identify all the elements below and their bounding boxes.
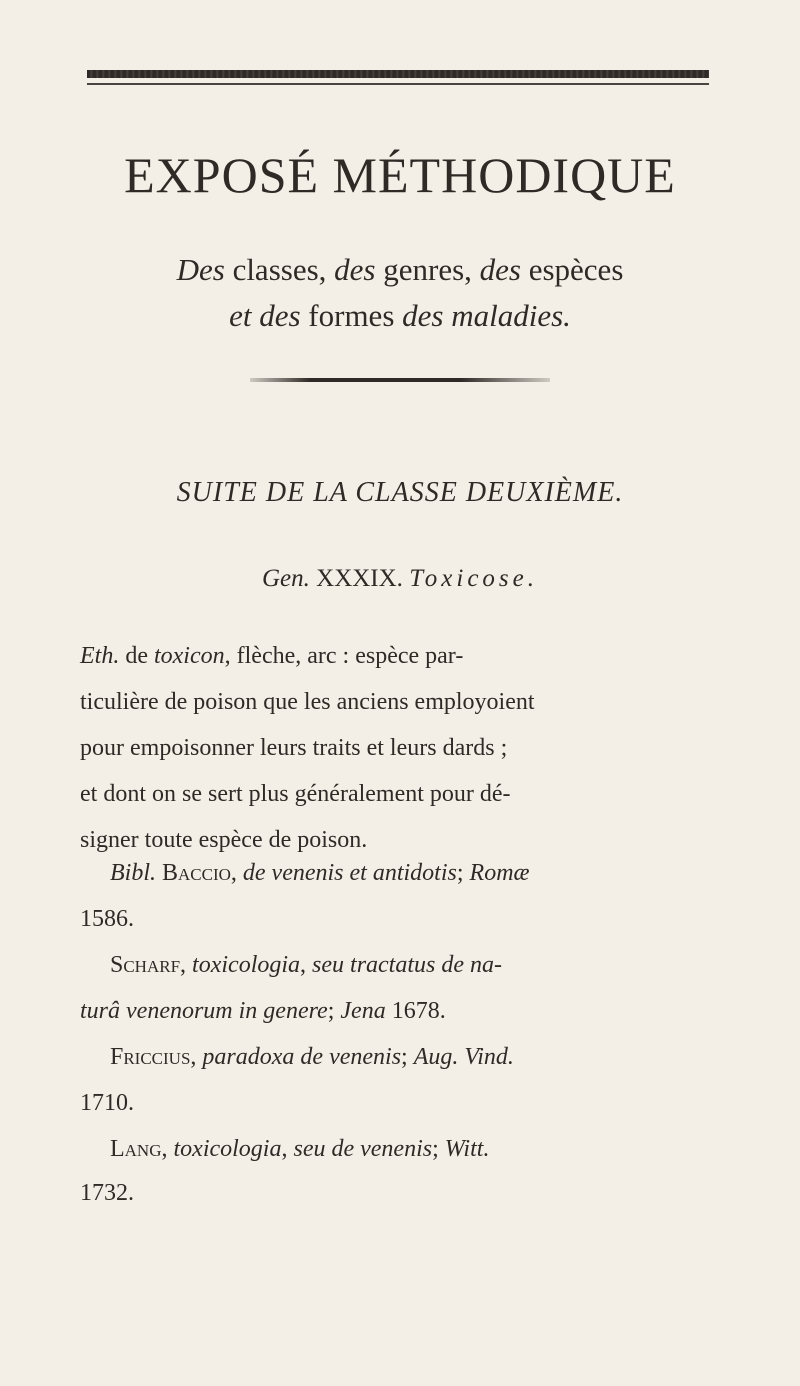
text-run: ; xyxy=(432,1136,445,1162)
text-run: de venenis et antidotis xyxy=(242,860,457,886)
text-run: , xyxy=(300,952,313,978)
genus-name: Toxicose. xyxy=(409,565,539,592)
text-run: Romæ xyxy=(469,860,530,886)
text-run: 1586. xyxy=(80,906,134,932)
text-run: seu tractatus de na- xyxy=(312,952,503,978)
text-run: , xyxy=(190,1044,203,1070)
text-run: Jena xyxy=(340,998,386,1024)
text-run: , xyxy=(180,952,193,978)
definition-paragraph xyxy=(80,633,730,863)
bibliography-line xyxy=(110,1126,489,1172)
text-line xyxy=(80,633,730,679)
text-line xyxy=(80,771,730,817)
genus-heading xyxy=(0,562,800,596)
text-run: ; xyxy=(401,1044,414,1070)
text-run: turâ venenorum in genere xyxy=(80,998,328,1024)
text-run: 1678. xyxy=(385,998,446,1024)
bibliography-line xyxy=(80,896,134,942)
text-run: ticulière de poison que les anciens employoient xyxy=(80,689,535,715)
text-run: , xyxy=(161,1136,174,1162)
text-run: Scharf xyxy=(110,952,181,978)
text-run: des xyxy=(479,252,521,287)
bibliography-line xyxy=(80,1170,134,1216)
text-run: 1710. xyxy=(80,1090,134,1116)
genus-prefix: Gen. xyxy=(261,565,310,592)
text-run: formes xyxy=(300,298,403,333)
bibliography-line xyxy=(80,988,446,1034)
text-run: ; xyxy=(327,998,341,1024)
text-run: signer toute espèce de poison. xyxy=(80,827,368,853)
text-run: Friccius xyxy=(110,1044,191,1070)
top-thin-rule xyxy=(87,83,709,85)
bibliography-line xyxy=(110,1034,514,1080)
text-run: espèces xyxy=(520,252,624,287)
bibliography-line xyxy=(80,1080,134,1126)
text-run: des maladies. xyxy=(402,298,571,333)
text-run: toxicologia xyxy=(173,1136,282,1162)
text-run: paradoxa de venenis xyxy=(202,1044,402,1070)
text-run: Witt. xyxy=(444,1136,490,1162)
text-run: des xyxy=(334,252,376,287)
bibliography-line xyxy=(110,942,502,988)
text-run: Baccio xyxy=(156,860,231,886)
genus-number: XXXIX. xyxy=(316,565,403,592)
section-divider-rule xyxy=(250,378,550,382)
text-run: classes, xyxy=(224,252,335,287)
text-run: , flèche, arc : espèce par- xyxy=(224,643,464,669)
section-title: SUITE DE LA CLASSE DEUXIÈME. xyxy=(176,477,624,508)
text-run: genres, xyxy=(375,252,480,287)
text-run: pour empoisonner leurs traits et leurs dards ; xyxy=(80,735,508,761)
text-run: , xyxy=(281,1136,294,1162)
text-run: toxicologia xyxy=(192,952,301,978)
top-ornamental-rule xyxy=(87,70,709,78)
text-line xyxy=(80,725,730,771)
text-run: de xyxy=(119,643,154,669)
subtitle-line-1 xyxy=(0,250,800,290)
text-line xyxy=(80,679,730,725)
text-run: toxicon xyxy=(153,643,225,669)
text-run: et dont on se sert plus généralement pour dé- xyxy=(80,781,511,807)
subtitle-line-2 xyxy=(0,296,800,336)
text-run: ; xyxy=(456,860,470,886)
page-title: EXPOSÉ MÉTHODIQUE xyxy=(124,147,676,203)
text-run: Bibl. xyxy=(110,860,156,886)
text-run: Des xyxy=(176,252,225,287)
text-run: Lang xyxy=(110,1136,162,1162)
text-run: 1732. xyxy=(80,1180,134,1206)
text-run: Eth. xyxy=(80,643,120,669)
bibliography-line xyxy=(110,850,530,896)
text-run: , xyxy=(230,860,243,886)
text-run: seu de venenis xyxy=(293,1136,433,1162)
text-run: et des xyxy=(229,298,301,333)
text-run: Aug. Vind. xyxy=(413,1044,514,1070)
